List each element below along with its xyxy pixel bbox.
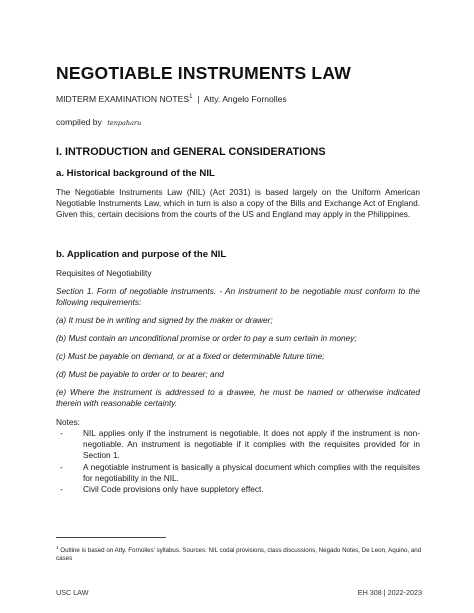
- footer-left: USC LAW: [56, 588, 89, 597]
- compiled-by-line: [56, 117, 141, 127]
- section-heading: I. INTRODUCTION and GENERAL CONSIDERATIONS: [56, 146, 326, 158]
- requisite-b: (b) Must contain an unconditional promise or order to pay a sum certain in money;: [56, 333, 357, 343]
- section-one-text: Section 1. Form of negotiable instruments. - An instrument to be negotiable must conform to the following requirements:: [56, 286, 420, 308]
- footnote-text: Outline is based on Atty. Fornolles' syllabus. Sources: NIL codal provisions, class discussions, Negado Notes, De Leon, Aquino, and cases: [56, 547, 422, 563]
- historical-paragraph: The Negotiable Instruments Law (NIL) (Act 2031) is based largely on the Uniform American Negotiable Instruments Law, which in turn is also a copy of the Bills and Exchange Act of England. Given this, certain decisions from the courts of the US and England may apply in the Philippines.: [56, 187, 420, 220]
- requisite-d: (d) Must be payable to order or to bearer; and: [56, 369, 224, 379]
- list-item: [56, 428, 420, 462]
- footnote-divider: [56, 537, 166, 538]
- requisite-c: (c) Must be payable on demand, or at a fixed or determinable future time;: [56, 351, 325, 361]
- note-text: NIL applies only if the instrument is negotiable. It does not apply if the instrument is non-negotiable. An instrument is negotiable if it complies with the requisites provided for in Section 1.: [83, 428, 420, 461]
- footnote: [56, 544, 424, 564]
- requisite-a: (a) It must be in writing and signed by the maker or drawer;: [56, 315, 273, 325]
- list-item: [56, 462, 420, 484]
- document-subtitle-line: [56, 94, 287, 104]
- bullet-dash: -: [60, 461, 63, 472]
- requisites-label: Requisites of Negotiability: [56, 268, 152, 278]
- subsection-heading-a: a. Historical background of the NIL: [56, 168, 215, 179]
- footnote-ref: 1: [189, 94, 193, 101]
- author: Atty. Angelo Fornolles: [203, 94, 287, 104]
- separator: |: [197, 94, 200, 104]
- compiled-label: compiled by: [56, 117, 102, 127]
- bullet-dash: -: [60, 484, 63, 495]
- notes-list: [56, 428, 420, 495]
- footer-right: EH 308 | 2022-2023: [357, 588, 422, 597]
- bullet-dash: -: [60, 428, 63, 438]
- note-text: A negotiable instrument is basically a physical document which complies with the requisites for negotiability in the NIL.: [83, 461, 420, 483]
- note-text: Civil Code provisions only have suppletory effect.: [83, 484, 264, 495]
- subsection-heading-b: b. Application and purpose of the NIL: [56, 249, 227, 260]
- requisite-e: (e) Where the instrument is addressed to a drawee, he must be named or otherwise indicated therein with reasonable certainty.: [56, 387, 420, 409]
- list-item: [56, 484, 420, 495]
- document-title: NEGOTIABLE INSTRUMENTS LAW: [56, 63, 351, 83]
- notes-label: Notes:: [56, 417, 80, 427]
- footnote-number: 1: [56, 545, 59, 550]
- compiler-signature: tenpaharu: [107, 119, 142, 127]
- subtitle: MIDTERM EXAMINATION NOTES: [56, 94, 190, 104]
